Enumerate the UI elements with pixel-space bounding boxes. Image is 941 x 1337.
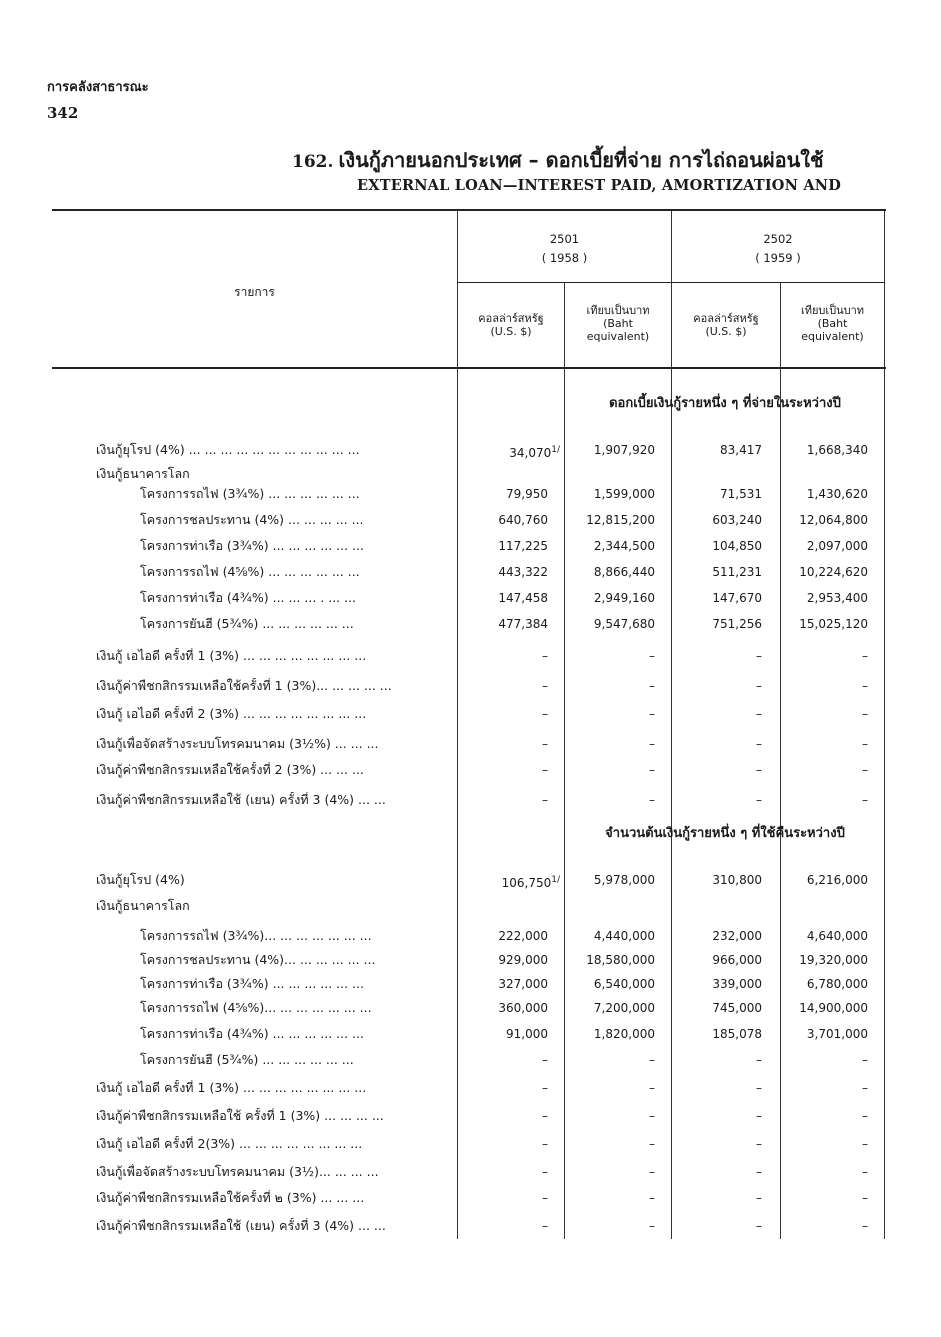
- section-heading: ดอกเบี้ยเงินกู้รายหนึ่ง ๆ ที่จ่ายในระหว่างปี: [609, 396, 841, 411]
- cell-text: –: [542, 1053, 548, 1067]
- cell-value: [712, 872, 762, 888]
- cell-text: 477,384: [498, 617, 548, 631]
- cell-text: 12,064,800: [799, 513, 868, 527]
- row-label: เงินกู้ค่าพืชกสิกรรมเหลือใช้ครั้งที่ 1 (3%)... ... ... ... ...: [96, 678, 392, 693]
- row-label: โครงการรถไฟ (4⅝%)... ... ... ... ... ... ...: [140, 1000, 372, 1015]
- cell-text: –: [862, 1191, 868, 1205]
- cell-text: –: [862, 1165, 868, 1179]
- cell-text: –: [542, 649, 548, 663]
- cell-text: –: [542, 707, 548, 721]
- usd-label-english: (U.S. $): [490, 325, 532, 338]
- cell-text: 1,820,000: [593, 1027, 655, 1041]
- cell-value: [862, 1190, 868, 1206]
- cell-text: 4,440,000: [593, 929, 655, 943]
- cell-value: [862, 1218, 868, 1234]
- cell-text: 2,949,160: [593, 591, 655, 605]
- cell-value: [594, 564, 655, 580]
- col-divider-1: [457, 211, 458, 1239]
- row-label: เงินกู้เพื่อจัดสร้างระบบโทรคมนาคม (3½)... ... ... ...: [96, 1164, 379, 1179]
- cell-value: [594, 872, 655, 888]
- cell-value: [807, 442, 868, 458]
- cell-text: –: [542, 737, 548, 751]
- cell-value: [594, 538, 655, 554]
- footnote-marker: 1/: [551, 875, 560, 885]
- subheader-usd-1: [458, 312, 564, 338]
- subheader-usd-2: [672, 312, 780, 338]
- cell-text: –: [756, 679, 762, 693]
- cell-text: –: [542, 1109, 548, 1123]
- cell-value: [712, 1026, 762, 1042]
- cell-text: 8,866,440: [593, 565, 655, 579]
- cell-value: [862, 1052, 868, 1068]
- cell-value: [807, 976, 868, 992]
- cell-text: –: [649, 1219, 655, 1233]
- cell-value: [862, 648, 868, 664]
- subheader-baht-1: [565, 304, 671, 343]
- cell-text: 2,097,000: [806, 539, 868, 553]
- cell-value: [862, 1164, 868, 1180]
- row-label: เงินกู้ค่าพืชกสิกรรมเหลือใช้ (เยน) ครั้งที่ 3 (4%) ... ...: [96, 792, 386, 807]
- row-label: โครงการท่าเรือ (4¾%) ... ... ... ... ... ...: [140, 1026, 364, 1041]
- row-label: โครงการรถไฟ (4⅝%) ... ... ... ... ... ...: [140, 564, 360, 579]
- cell-value: [542, 1190, 548, 1206]
- row-label: เงินกู้ธนาคารโลก: [96, 898, 190, 913]
- cell-text: 14,900,000: [799, 1001, 868, 1015]
- cell-value: [862, 706, 868, 722]
- cell-value: [594, 1000, 655, 1016]
- cell-value: [649, 1218, 655, 1234]
- cell-value: [542, 706, 548, 722]
- row-label: โครงการท่าเรือ (3¾%) ... ... ... ... ... ...: [140, 538, 364, 553]
- cell-value: [498, 1000, 548, 1016]
- row-label: เงินกู้ค่าพืชกสิกรรมเหลือใช้ครั้งที่ ๒ (3%) ... ... ...: [96, 1190, 365, 1205]
- baht-label-english-2: equivalent): [801, 330, 864, 343]
- baht-label-english: (Baht: [817, 317, 848, 330]
- cell-value: [799, 952, 868, 968]
- cell-text: –: [542, 1165, 548, 1179]
- cell-value: [542, 1164, 548, 1180]
- cell-text: –: [649, 1191, 655, 1205]
- cell-text: –: [649, 649, 655, 663]
- cell-value: [649, 1108, 655, 1124]
- cell-value: [720, 442, 762, 458]
- cell-value: [712, 538, 762, 554]
- cell-text: –: [756, 793, 762, 807]
- cell-value: [542, 736, 548, 752]
- cell-text: 1,430,620: [806, 487, 868, 501]
- row-label: เงินกู้ค่าพืชกสิกรรมเหลือใช้ครั้งที่ 2 (3%) ... ... ...: [96, 762, 364, 777]
- cell-text: 1,599,000: [593, 487, 655, 501]
- cell-text: 929,000: [498, 953, 548, 967]
- row-label: เงินกู้ เอไอดี ครั้งที่ 2(3%) ... ... ... ... ... ... ... ...: [96, 1136, 363, 1151]
- cell-text: 6,540,000: [593, 977, 655, 991]
- cell-text: 71,531: [720, 487, 762, 501]
- cell-text: 83,417: [720, 443, 762, 457]
- row-label: เงินกู้ธนาคารโลก: [96, 466, 190, 481]
- cell-value: [756, 1190, 762, 1206]
- cell-value: [799, 564, 868, 580]
- cell-text: –: [649, 1165, 655, 1179]
- cell-value: [542, 792, 548, 808]
- cell-text: –: [649, 763, 655, 777]
- cell-value: [756, 1164, 762, 1180]
- cell-text: –: [756, 1191, 762, 1205]
- cell-text: 106,750: [501, 876, 552, 890]
- cell-value: [498, 512, 548, 528]
- cell-value: [509, 442, 560, 461]
- cell-value: [594, 590, 655, 606]
- baht-label-english-2: equivalent): [586, 330, 650, 343]
- cell-text: –: [862, 737, 868, 751]
- cell-text: 2,953,400: [806, 591, 868, 605]
- cell-text: 232,000: [712, 929, 762, 943]
- row-label: โครงการยันฮี (5¾%) ... ... ... ... ... ...: [140, 616, 354, 631]
- cell-value: [542, 762, 548, 778]
- cell-text: –: [649, 1109, 655, 1123]
- cell-text: –: [756, 1053, 762, 1067]
- cell-value: [649, 648, 655, 664]
- cell-text: 18,580,000: [586, 953, 655, 967]
- cell-text: 147,458: [498, 591, 548, 605]
- table-top-rule: [52, 209, 886, 211]
- row-label: โครงการยันฮี (5¾%) ... ... ... ... ... ...: [140, 1052, 354, 1067]
- cell-text: –: [756, 737, 762, 751]
- row-label: เงินกู้ค่าพืชกสิกรรมเหลือใช้ (เยน) ครั้งที่ 3 (4%) ... ...: [96, 1218, 386, 1233]
- cell-text: –: [649, 679, 655, 693]
- cell-value: [712, 590, 762, 606]
- cell-text: 640,760: [498, 513, 548, 527]
- cell-value: [498, 616, 548, 632]
- cell-value: [506, 1026, 548, 1042]
- cell-text: 511,231: [712, 565, 762, 579]
- cell-value: [506, 486, 548, 502]
- cell-value: [586, 512, 655, 528]
- cell-text: 327,000: [498, 977, 548, 991]
- footnote-marker: 1/: [551, 445, 560, 455]
- baht-label-thai: เทียบเป็นบาท: [800, 304, 865, 317]
- cell-value: [799, 1000, 868, 1016]
- cell-text: –: [649, 793, 655, 807]
- cell-value: [542, 1052, 548, 1068]
- cell-value: [756, 648, 762, 664]
- cell-text: 9,547,680: [593, 617, 655, 631]
- cell-value: [594, 1026, 655, 1042]
- cell-text: –: [862, 1109, 868, 1123]
- cell-text: 603,240: [712, 513, 762, 527]
- cell-value: [862, 762, 868, 778]
- cell-text: –: [649, 1081, 655, 1095]
- cell-value: [807, 590, 868, 606]
- cell-value: [756, 1080, 762, 1096]
- cell-text: 966,000: [712, 953, 762, 967]
- cell-text: 2,344,500: [593, 539, 655, 553]
- cell-text: –: [542, 793, 548, 807]
- cell-value: [756, 1218, 762, 1234]
- cell-text: 745,000: [712, 1001, 762, 1015]
- row-label: โครงการชลประทาน (4%) ... ... ... ... ...: [140, 512, 364, 527]
- cell-text: –: [862, 707, 868, 721]
- cell-value: [649, 678, 655, 694]
- row-label: เงินกู้ยุโรป (4%): [96, 872, 185, 887]
- cell-value: [594, 976, 655, 992]
- cell-value: [594, 616, 655, 632]
- cell-value: [756, 1108, 762, 1124]
- cell-text: 6,780,000: [806, 977, 868, 991]
- cell-value: [807, 872, 868, 888]
- cell-value: [542, 1218, 548, 1234]
- row-label: เงินกู้ เอไอดี ครั้งที่ 1 (3%) ... ... ... ... ... ... ... ...: [96, 1080, 367, 1095]
- cell-value: [712, 952, 762, 968]
- cell-text: 147,670: [712, 591, 762, 605]
- cell-text: 79,950: [506, 487, 548, 501]
- cell-text: –: [649, 1137, 655, 1151]
- cell-value: [498, 538, 548, 554]
- cell-text: –: [756, 649, 762, 663]
- cell-value: [862, 1080, 868, 1096]
- cell-value: [649, 1190, 655, 1206]
- cell-text: –: [542, 1219, 548, 1233]
- cell-text: –: [862, 679, 868, 693]
- cell-text: –: [756, 763, 762, 777]
- cell-text: –: [756, 1109, 762, 1123]
- cell-value: [756, 1052, 762, 1068]
- usd-label-thai: คอลล่าร์สหรัฐ: [693, 312, 759, 325]
- cell-value: [498, 952, 548, 968]
- row-label: เงินกู้ค่าพืชกสิกรรมเหลือใช้ ครั้งที่ 1 (3%) ... ... ... ...: [96, 1108, 384, 1123]
- row-label: เงินกู้ เอไอดี ครั้งที่ 1 (3%) ... ... ... ... ... ... ... ...: [96, 648, 367, 663]
- cell-value: [649, 736, 655, 752]
- cell-value: [542, 678, 548, 694]
- cell-value: [649, 1052, 655, 1068]
- cell-text: –: [756, 1219, 762, 1233]
- col-divider-right: [884, 211, 885, 1239]
- cell-text: –: [862, 1053, 868, 1067]
- cell-value: [649, 762, 655, 778]
- cell-value: [498, 928, 548, 944]
- cell-text: –: [542, 1137, 548, 1151]
- col-divider-4: [780, 283, 781, 1239]
- cell-text: 117,225: [498, 539, 548, 553]
- cell-text: 310,800: [712, 873, 762, 887]
- cell-value: [712, 512, 762, 528]
- cell-text: –: [862, 649, 868, 663]
- cell-text: 91,000: [506, 1027, 548, 1041]
- cell-text: 104,850: [712, 539, 762, 553]
- page-number: 342: [47, 104, 79, 122]
- cell-text: –: [756, 1081, 762, 1095]
- year-1-english: ( 1958 ): [541, 251, 588, 265]
- cell-value: [756, 706, 762, 722]
- cell-value: [542, 1080, 548, 1096]
- cell-value: [862, 736, 868, 752]
- cell-value: [807, 486, 868, 502]
- cell-text: –: [542, 1081, 548, 1095]
- table-title: [292, 144, 824, 176]
- cell-text: –: [649, 737, 655, 751]
- cell-text: –: [756, 1165, 762, 1179]
- cell-value: [799, 512, 868, 528]
- cell-value: [756, 1136, 762, 1152]
- cell-value: [594, 486, 655, 502]
- cell-text: –: [756, 1137, 762, 1151]
- cell-value: [542, 1108, 548, 1124]
- cell-text: 360,000: [498, 1001, 548, 1015]
- usd-label-thai: คอลล่าร์สหรัฐ: [478, 312, 544, 325]
- cell-value: [712, 564, 762, 580]
- year-1-thai: 2501: [549, 232, 580, 246]
- cell-value: [712, 616, 762, 632]
- table-title-english: EXTERNAL LOAN—INTEREST PAID, AMORTIZATION AND: [357, 177, 842, 194]
- cell-value: [498, 976, 548, 992]
- cell-value: [712, 1000, 762, 1016]
- year-2-english: ( 1959 ): [755, 251, 801, 265]
- cell-value: [498, 564, 548, 580]
- cell-text: 6,216,000: [806, 873, 868, 887]
- cell-text: 751,256: [712, 617, 762, 631]
- year-2-thai: 2502: [763, 232, 793, 246]
- cell-text: 15,025,120: [799, 617, 868, 631]
- table-title-thai: เงินกู้ภายนอกประเทศ – ดอกเบี้ยที่จ่าย การไถ่ถอนผ่อนใช้: [338, 148, 824, 172]
- cell-value: [756, 736, 762, 752]
- cell-value: [862, 678, 868, 694]
- year-1-header: [458, 232, 671, 266]
- cell-value: [756, 792, 762, 808]
- cell-text: 5,978,000: [593, 873, 655, 887]
- cell-value: [756, 678, 762, 694]
- item-column-header: รายการ: [234, 285, 275, 299]
- row-label: โครงการรถไฟ (3¾%) ... ... ... ... ... ...: [140, 486, 360, 501]
- cell-value: [586, 952, 655, 968]
- cell-text: 185,078: [712, 1027, 762, 1041]
- cell-text: –: [862, 1137, 868, 1151]
- cell-text: 1,907,920: [593, 443, 655, 457]
- cell-text: –: [542, 679, 548, 693]
- row-label: โครงการรถไฟ (3¾%)... ... ... ... ... ... ...: [140, 928, 372, 943]
- cell-value: [649, 1080, 655, 1096]
- table-number: 162.: [292, 152, 334, 172]
- cell-value: [807, 928, 868, 944]
- col-divider-2: [564, 283, 565, 1239]
- row-label: เงินกู้ เอไอดี ครั้งที่ 2 (3%) ... ... ... ... ... ... ... ...: [96, 706, 367, 721]
- cell-value: [542, 648, 548, 664]
- cell-text: 34,070: [509, 446, 552, 460]
- cell-text: –: [862, 763, 868, 777]
- row-label: โครงการท่าเรือ (4¾%) ... ... ... . ... ...: [140, 590, 357, 605]
- cell-text: –: [542, 763, 548, 777]
- cell-value: [799, 616, 868, 632]
- cell-text: 222,000: [498, 929, 548, 943]
- subheader-baht-2: [781, 304, 884, 343]
- cell-value: [594, 442, 655, 458]
- cell-text: –: [756, 707, 762, 721]
- cell-value: [649, 1136, 655, 1152]
- cell-text: 10,224,620: [799, 565, 868, 579]
- table-header-rule: [52, 367, 886, 369]
- cell-text: –: [542, 1191, 548, 1205]
- baht-label-english: (Baht: [603, 317, 633, 330]
- row-label: โครงการท่าเรือ (3¾%) ... ... ... ... ... ...: [140, 976, 364, 991]
- cell-value: [862, 792, 868, 808]
- cell-value: [649, 1164, 655, 1180]
- col-divider-3: [671, 211, 672, 1239]
- cell-value: [712, 976, 762, 992]
- cell-text: –: [649, 1053, 655, 1067]
- cell-text: 4,640,000: [806, 929, 868, 943]
- cell-value: [862, 1136, 868, 1152]
- cell-text: 3,701,000: [806, 1027, 868, 1041]
- cell-text: 12,815,200: [586, 513, 655, 527]
- cell-text: 19,320,000: [799, 953, 868, 967]
- cell-text: 339,000: [712, 977, 762, 991]
- cell-value: [756, 762, 762, 778]
- cell-value: [594, 928, 655, 944]
- cell-value: [862, 1108, 868, 1124]
- cell-text: –: [862, 793, 868, 807]
- section-name: การคลังสาธารณะ: [47, 80, 149, 95]
- cell-value: [807, 538, 868, 554]
- cell-text: 7,200,000: [593, 1001, 655, 1015]
- row-label: โครงการชลประทาน (4%)... ... ... ... ... ...: [140, 952, 376, 967]
- cell-value: [649, 792, 655, 808]
- cell-value: [807, 1026, 868, 1042]
- cell-text: 1,668,340: [806, 443, 868, 457]
- row-label: เงินกู้ยุโรป (4%) ... ... ... ... ... ... ... ... ... ... ...: [96, 442, 360, 457]
- cell-value: [498, 590, 548, 606]
- cell-value: [720, 486, 762, 502]
- usd-label-english: (U.S. $): [705, 325, 747, 338]
- section-heading: จำนวนต้นเงินกู้รายหนึ่ง ๆ ที่ใช้คืนระหว่างปี: [605, 826, 845, 841]
- cell-text: 443,322: [498, 565, 548, 579]
- cell-value: [542, 1136, 548, 1152]
- cell-text: –: [649, 707, 655, 721]
- cell-text: –: [862, 1219, 868, 1233]
- cell-text: –: [862, 1081, 868, 1095]
- cell-value: [502, 872, 560, 891]
- cell-value: [649, 706, 655, 722]
- baht-label-thai: เทียบเป็นบาท: [586, 304, 650, 317]
- cell-value: [712, 928, 762, 944]
- year-2-header: [672, 232, 884, 266]
- row-label: เงินกู้เพื่อจัดสร้างระบบโทรคมนาคม (3½%) ... ... ...: [96, 736, 379, 751]
